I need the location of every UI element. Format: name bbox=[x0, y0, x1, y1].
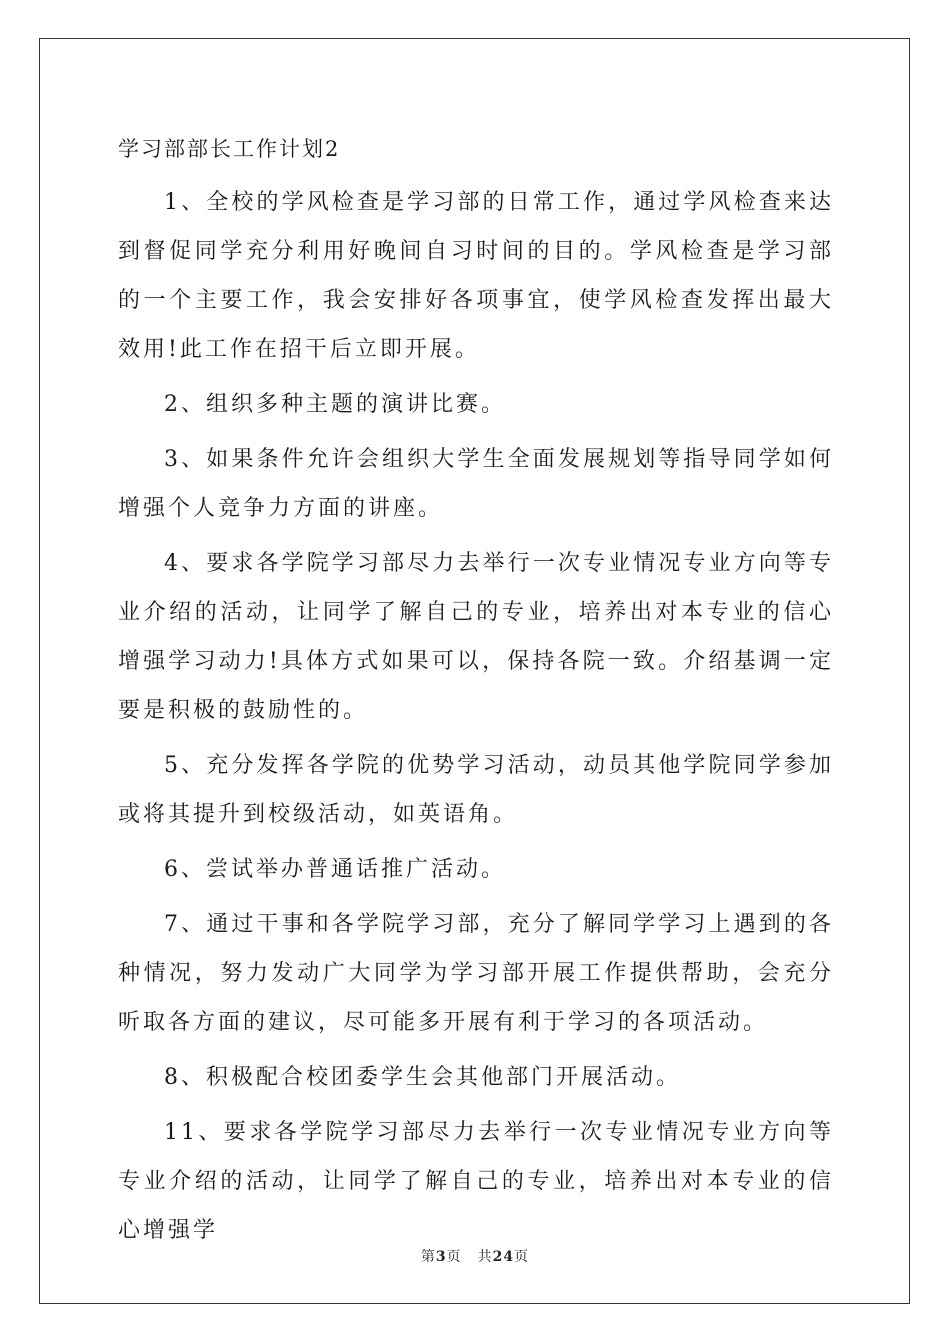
paragraph-8: 8、积极配合校团委学生会其他部门开展活动。 bbox=[164, 1065, 681, 1090]
document-title: 学习部部长工作计划2 bbox=[118, 137, 341, 161]
page-suffix: 页 bbox=[446, 1249, 462, 1265]
document-body bbox=[118, 126, 834, 1261]
total-suffix: 页 bbox=[514, 1249, 530, 1265]
paragraph-2: 2、组织多种主题的演讲比赛。 bbox=[164, 392, 506, 417]
paragraph-5: 5、充分发挥各学院的优势学习活动，动员其他学院同学参加或将其提升到校级活动，如英语角。 bbox=[118, 753, 834, 827]
paragraph-3: 3、如果条件允许会组织大学生全面发展规划等指导同学如何增强个人竞争力方面的讲座。 bbox=[118, 447, 834, 521]
page-footer bbox=[0, 1246, 950, 1266]
page-total: 24 bbox=[492, 1249, 515, 1265]
paragraph-4: 4、要求各学院学习部尽力去举行一次专业情况专业方向等专业介绍的活动，让同学了解自己的专业，培养出对本专业的信心增强学习动力!具体方式如果可以，保持各院一致。介绍基调一定要是积极的鼓励性的。 bbox=[118, 551, 834, 723]
page-prefix: 第 bbox=[420, 1249, 436, 1265]
paragraph-6: 6、尝试举办普通话推广活动。 bbox=[164, 857, 506, 882]
paragraph-7: 7、通过干事和各学院学习部，充分了解同学学习上遇到的各种情况，努力发动广大同学为学习部开展工作提供帮助，会充分听取各方面的建议，尽可能多开展有利于学习的各项活动。 bbox=[118, 912, 834, 1035]
total-prefix: 共 bbox=[477, 1249, 493, 1265]
paragraph-11: 11、要求各学院学习部尽力去举行一次专业情况专业方向等专业介绍的活动，让同学了解自己的专业，培养出对本专业的信心增强学 bbox=[118, 1120, 834, 1243]
paragraph-1: 1、全校的学风检查是学习部的日常工作，通过学风检查来达到督促同学充分利用好晚间自习时间的目的。学风检查是学习部的一个主要工作，我会安排好各项事宜，使学风检查发挥出最大效用!此工作在招干后立即开展。 bbox=[118, 190, 834, 362]
page-current: 3 bbox=[435, 1249, 447, 1265]
